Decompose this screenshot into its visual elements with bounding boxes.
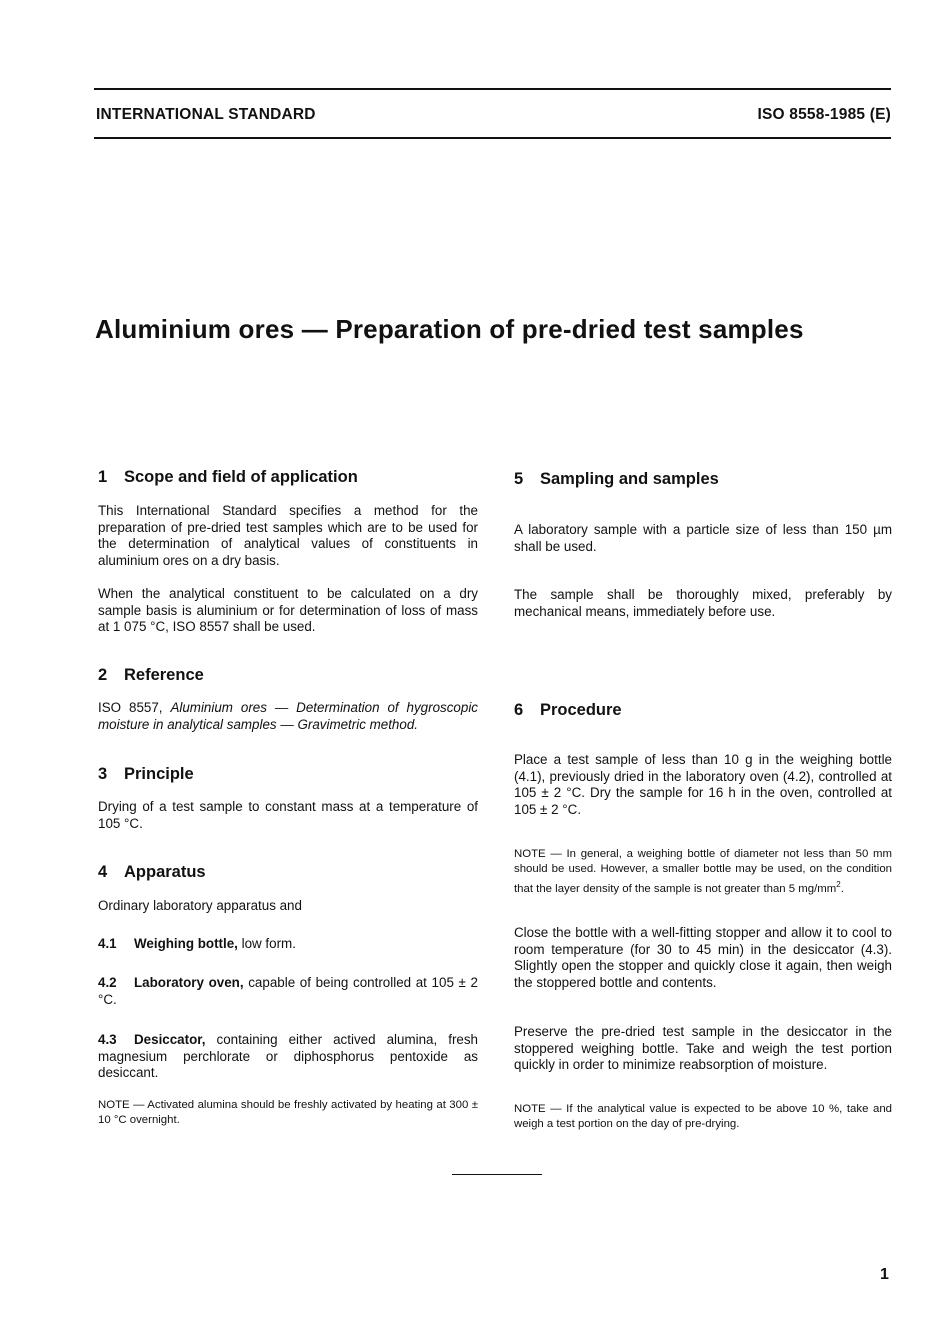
section-1-paragraph-2: When the analytical constituent to be calculated on a dry sample basis is aluminium or for determination of loss of mass at 1 075 °C, ISO 8557 shall be used.	[98, 586, 478, 635]
section-3-paragraph: Drying of a test sample to constant mass at a temperature of 105 °C.	[98, 799, 478, 831]
section-5-paragraph-2: The sample shall be thoroughly mixed, preferably by mechanical means, immediately before use.	[514, 587, 892, 619]
header-bottom-rule	[94, 137, 891, 139]
section-6-note-1: NOTE — In general, a weighing bottle of diameter not less than 50 mm should be used. However, a smaller bottle may be used, on the condition that the layer density of the sample is not greater than 5 $mg/mm^2$.	[514, 848, 892, 895]
section-6-note-2: NOTE — If the analytical value is expected to be above 10 %, take and weigh a test portion on the day of pre-drying.	[514, 1103, 892, 1130]
section-4-note: NOTE — Activated alumina should be freshly activated by heating at 300 ± 10 °C overnight.	[98, 1099, 478, 1126]
header-right: ISO 8558-1985 (E)	[757, 106, 891, 123]
section-2-heading: 2 Reference	[98, 666, 204, 684]
header-left: INTERNATIONAL STANDARD	[96, 106, 316, 123]
section-5-paragraph-1: A laboratory sample with a particle size of less than 150 µm shall be used.	[514, 522, 892, 554]
section-6-heading: 6 Procedure	[514, 701, 622, 719]
section-6-paragraph-2: Close the bottle with a well-fitting stopper and allow it to cool to room temperature (for 30 to 45 min) in the desiccator (4.3). Slightly open the stopper and quickly close it again, then weigh the stoppered bottle and contents.	[514, 925, 892, 990]
item-4-3: 4.3 Desiccator, containing either actived alumina, fresh magnesium perchlorate or diphosphorus pentoxide as desiccant.	[98, 1032, 478, 1081]
item-4-1: 4.1 Weighing bottle, low form.	[98, 936, 296, 951]
header-top-rule	[94, 88, 891, 90]
page-number: 1	[880, 1266, 889, 1283]
section-6-paragraph-1: Place a test sample of less than 10 g in the weighing bottle (4.1), previously dried in the laboratory oven (4.2), controlled at 105 ± 2 °C. Dry the sample for 16 h in the oven, controlled at 105 ± 2 °C.	[514, 752, 892, 817]
section-6-paragraph-3: Preserve the pre-dried test sample in the desiccator in the stoppered weighing bottle. Take and weigh the test portion quickly in order to minimize reabsorption of moisture.	[514, 1024, 892, 1073]
section-1-heading: 1 Scope and field of application	[98, 468, 358, 486]
section-1-paragraph-1: This International Standard specifies a method for the preparation of pre-dried test samples which are to be used for the determination of analytical values of constituents in aluminium ores on a dry basis.	[98, 503, 478, 568]
item-4-2: 4.2 Laboratory oven, capable of being controlled at 105 ± 2 °C.	[98, 975, 479, 1007]
footer-rule	[452, 1174, 542, 1175]
section-4-heading: 4 Apparatus	[98, 863, 206, 881]
page-title: Aluminium ores — Preparation of pre-dried test samples	[95, 314, 804, 344]
section-4-intro: Ordinary laboratory apparatus and	[98, 898, 302, 913]
section-2-reference: ISO 8557, Aluminium ores — Determination of hygroscopic moisture in analytical samples — Gravimetric method.	[98, 700, 478, 732]
section-5-heading: 5 Sampling and samples	[514, 470, 719, 488]
section-3-heading: 3 Principle	[98, 765, 194, 783]
